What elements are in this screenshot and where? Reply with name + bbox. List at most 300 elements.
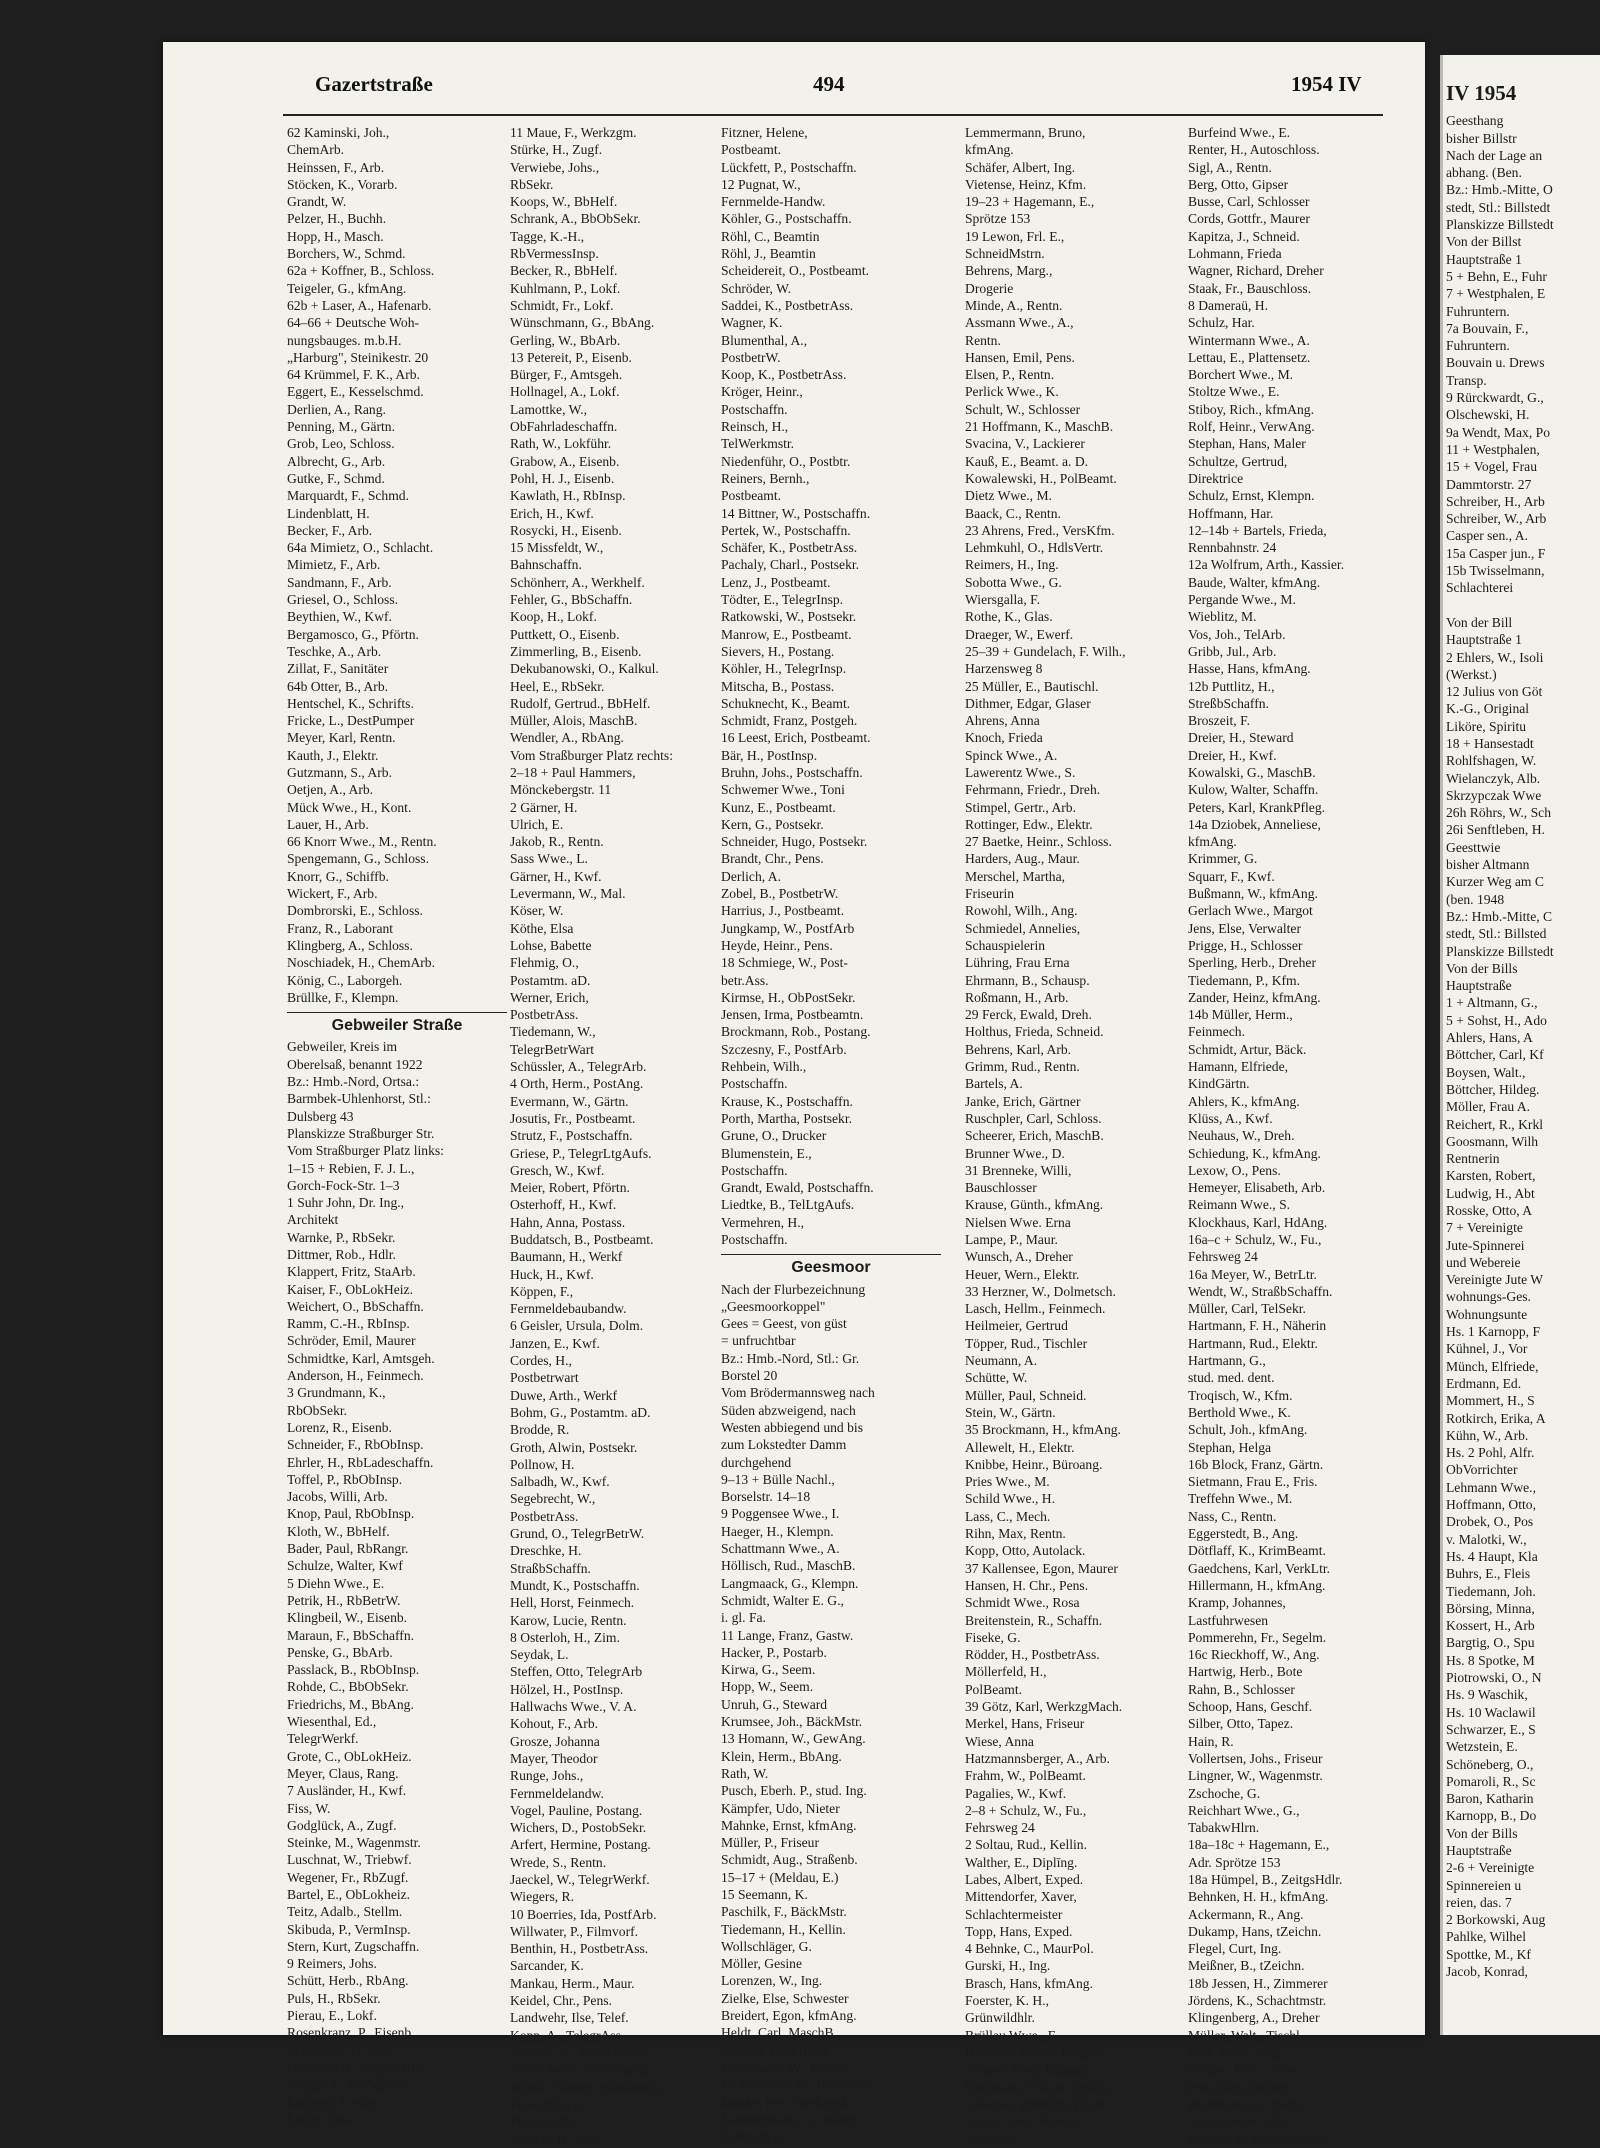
directory-entry: Lasch, Hellm., Feinmech. [965, 1301, 1106, 1317]
directory-entry: Evermann, W., Gärtn. [510, 1093, 629, 1109]
directory-entry: Hoffmann, Otto, [1446, 1497, 1536, 1513]
directory-entry: Berg, Otto, Gipser [1188, 176, 1289, 192]
directory-entry: Olschewski, H. [1446, 407, 1530, 423]
directory-entry: Burfeind Wwe., E. [1188, 125, 1291, 140]
directory-entry: 1–15 + Rebien, F. J. L., [287, 1160, 415, 1176]
directory-entry: Prigge, H., Schlosser [1188, 937, 1303, 953]
directory-entry: Kloth, W., BbHelf. [287, 1523, 390, 1539]
directory-entry: Treffehn Wwe., M. [1188, 1491, 1293, 1507]
directory-entry: Stephan, Hans, Maler [1188, 436, 1306, 452]
directory-entry: Duwe, Arth., Werkf [510, 1387, 618, 1403]
directory-entry: 37 Kallensee, Egon, Maurer [965, 1560, 1118, 1576]
directory-entry: Heyde, Heinr., Pens. [721, 937, 833, 953]
directory-entry: Hansen, H. Chr., Pens. [965, 1577, 1089, 1593]
page-495-partial [1440, 55, 1600, 2035]
directory-entry: Bürger, F., Amtsgeh. [510, 367, 623, 383]
directory-entry: 17 Andresen, G., Bauführer [721, 2077, 872, 2093]
directory-entry: Becker, F., Arb. [287, 522, 373, 538]
directory-entry: Wielanczyk, Alb. [1446, 770, 1541, 786]
directory-entry: Münch, Elfriede, [1446, 1358, 1539, 1374]
directory-entry: Fricke, L., DestPumper [287, 713, 415, 729]
directory-entry: Krause, K., Postschaffn. [721, 1093, 853, 1109]
directory-entry: K.-G., Original [1446, 701, 1530, 717]
directory-entry: 2–8 + Schulz, W., Fu., [965, 1802, 1087, 1818]
directory-entry: 64–66 + Deutsche Woh- [287, 315, 420, 331]
directory-entry: Teitz, Adalb., Stellm. [287, 1904, 403, 1920]
directory-entry: Ahlers, Hans, A [1446, 1030, 1533, 1046]
directory-column-2 [510, 124, 730, 2148]
directory-entry: Zimkeit, R., Postschaffn. [510, 2044, 646, 2060]
running-head-street: Gazertstraße [315, 72, 433, 96]
directory-entry: Wetzstein, E. [1446, 1739, 1518, 1755]
directory-entry: Hatzmannsberger, A., Arb. [965, 1750, 1110, 1766]
directory-entry: Jensen, Irma, Postbeamtn. [721, 1007, 864, 1023]
directory-entry: 2-6 + Vereinigte [1446, 1860, 1535, 1876]
directory-entry: 16b Block, Franz, Gärtn. [1188, 1456, 1324, 1472]
directory-entry: Wieblitz, M. [1188, 609, 1257, 625]
directory-entry: Fehler, G., BbSchaffn. [510, 592, 633, 608]
directory-entry: 12 Pugnat, W., [721, 176, 801, 192]
directory-entry: Spinnereien u [1446, 1877, 1522, 1893]
directory-entry: Lingner, W., Wagenmstr. [1188, 1768, 1323, 1784]
directory-entry: Hauptstraße 1 [1446, 632, 1522, 648]
directory-entry: 25 Müller, E., Bautischl. [965, 678, 1099, 694]
directory-entry: 18 Schmiege, W., Post- [721, 955, 848, 971]
directory-entry: Bruhn, Johs., Postschaffn. [721, 764, 863, 780]
directory-entry: Haeger, H., Klempn. [721, 1523, 834, 1539]
directory-entry: 1 Suhr John, Dr. Ing., [287, 1195, 405, 1211]
directory-entry: Schüssler, A., TelegrArb. [510, 1059, 647, 1075]
directory-entry: Oetjen, A., Arb. [287, 782, 374, 798]
directory-entry: Buhrs, E., Fleis [1446, 1566, 1531, 1582]
directory-entry: 7a Bouvain, F., [1446, 320, 1529, 336]
directory-entry: Hs. 8 Spotke, M [1446, 1652, 1535, 1668]
directory-entry: Kühnel, J., Vor [1446, 1341, 1528, 1357]
directory-entry: Lawerentz Wwe., S. [965, 764, 1076, 780]
directory-entry: Toffel, P., RbObInsp. [287, 1471, 403, 1487]
directory-entry: Jördens, K., Schachtmstr. [1188, 1993, 1327, 2009]
directory-entry: Postbetrwart [510, 1370, 579, 1386]
directory-entry: 9 Poggensee Wwe., I. [721, 1506, 840, 1522]
directory-entry: Gorch-Fock-Str. 1–3 [287, 1177, 400, 1193]
directory-entry: Bergamosco, G., Pförtn. [287, 626, 419, 642]
directory-entry: Fuhruntern. [1446, 303, 1510, 319]
directory-entry: Huck, H., Kwf. [510, 1266, 594, 1282]
directory-entry: Wintermann Wwe., A. [1188, 332, 1310, 348]
directory-entry: Hartmann, F. H., Näherin [1188, 1318, 1327, 1334]
directory-entry: Sobotta Wwe., G. [965, 574, 1062, 590]
directory-entry: Müller, Alois, MaschB. [510, 713, 638, 729]
directory-entry: Kurzer Weg am C [1446, 874, 1544, 890]
directory-entry: Schulz, Otto, Werks- [965, 2114, 1079, 2130]
directory-entry: 11 Maue, F., Werkzgm. [510, 125, 637, 140]
directory-entry: Hemeyer, Elisabeth, Arb. [1188, 1180, 1326, 1196]
directory-entry: Grob, Leo, Schloss. [287, 436, 395, 452]
directory-entry: Brüllke, F., Klempn. [287, 989, 399, 1005]
directory-entry: Wagner, Richard, Dreher [1188, 263, 1324, 279]
directory-entry: Wiese, Anna [965, 1733, 1034, 1749]
directory-entry: Koop, K., PostbetrAss. [721, 367, 847, 383]
directory-entry: Harrius, J., Postbeamt. [721, 903, 845, 919]
directory-entry: Hoffmann, Har. [1188, 505, 1274, 521]
directory-entry: Klüss, A., Kwf. [1188, 1110, 1273, 1126]
directory-entry: 2 Ehlers, W., Isoli [1446, 649, 1544, 665]
directory-entry: Schrank, A., BbObSekr. [510, 211, 641, 227]
directory-entry: Von der Bill [1446, 614, 1513, 630]
directory-entry: Albrecht, G., Arb. [287, 453, 386, 469]
directory-entry: Baron, Katharin [1446, 1791, 1534, 1807]
directory-entry: Sievers, H., Postang. [721, 643, 835, 659]
directory-entry: Groth, Alwin, Postsekr. [510, 1439, 638, 1455]
directory-entry: Jens, Else, Verwalter [1188, 920, 1301, 936]
directory-entry: Langner, J., Kwf. [287, 2094, 382, 2110]
directory-entry: Szczesny, F., PostfArb. [721, 1041, 847, 1057]
directory-entry: Jakob, R., Rentn. [510, 834, 604, 850]
directory-entry: Kauß, E., Beamt. a. D. [965, 453, 1089, 469]
directory-entry: Sandmann, F., Arb. [287, 574, 392, 590]
directory-entry: Broszeit, F. [1188, 713, 1250, 729]
directory-entry: Hallwachs Wwe., V. A. [510, 1699, 637, 1715]
directory-entry: 9 Reimers, Johs. [287, 1956, 377, 1972]
directory-entry: Fehrsweg 24 [1188, 1249, 1258, 1265]
directory-entry: kfmAng. [1188, 834, 1237, 850]
directory-entry: Müller, P., Friseur [721, 1835, 820, 1851]
directory-entry: Jahnke, Pet., WerkzgM. [721, 2094, 851, 2110]
directory-entry: Franz, R., Laborant [287, 920, 394, 936]
directory-entry: Schneider, Hugo, Postsekr. [721, 834, 868, 850]
directory-entry: Pergande Wwe., M. [1188, 592, 1296, 608]
directory-entry: Stiboy, Rich., kfmAng. [1188, 401, 1314, 417]
directory-entry: Buddatsch, B., Postbeamt. [510, 1232, 654, 1247]
directory-entry: PostbetrAss. [510, 1508, 579, 1524]
directory-entry: Strutz, F., Postschaffn. [510, 1128, 633, 1144]
directory-entry: kfmAng. [965, 142, 1014, 158]
directory-entry: Transp. [1446, 372, 1487, 388]
directory-entry: Knoch, Frieda [965, 730, 1043, 746]
directory-entry: bisher Altmann [1446, 857, 1530, 873]
directory-entry: Topp, Hans, Exped. [965, 1923, 1073, 1939]
directory-entry: Busse, Carl, Schlosser [1188, 194, 1310, 210]
directory-entry: Barmbek-Uhlenhorst, Stl.: [287, 1091, 431, 1107]
directory-entry: Jaeckel, W., TelegrWerkf. [510, 1871, 650, 1887]
directory-entry: Arfert, Hermine, Postang. [510, 1837, 651, 1853]
directory-entry: Hentschel, K., Schrifts. [287, 695, 414, 711]
directory-entry: Borselstr. 14–18 [721, 1489, 811, 1505]
directory-entry: Bz.: Hmb.-Nord, Stl.: Gr. [721, 1350, 860, 1366]
directory-entry: Bußmann, W., kfmAng. [1188, 886, 1318, 902]
directory-entry: Grosze, Johanna [510, 1733, 600, 1749]
directory-entry: reien, das. 7 [1446, 1894, 1512, 1910]
directory-entry: Fernmeldebaubandw. [510, 1301, 627, 1317]
directory-entry: Pahlke, Wilhel [1446, 1929, 1526, 1945]
directory-entry: stedt, Stl.: Billsted [1446, 926, 1547, 942]
directory-entry: Blumenthal, A., [721, 332, 808, 348]
directory-entry: Schäfer, K., PostbetrAss. [721, 540, 858, 556]
directory-entry: stedt, Stl.: Billstedt [1446, 199, 1551, 215]
directory-entry: Casper sen., A. [1446, 528, 1528, 544]
directory-entry: Behrens, Karl, Arb. [965, 1041, 1072, 1057]
directory-entry: Cords, Gottfr., Maurer [1188, 211, 1310, 227]
directory-entry: Ehrmann, B., Schausp. [965, 972, 1090, 988]
directory-entry: Bienert, B., Ang. [510, 2131, 603, 2147]
directory-entry: Gurski, H., Ing. [965, 1958, 1051, 1974]
directory-entry: Rosske, Otto, A [1446, 1203, 1533, 1218]
directory-entry: Keidel, Chr., Pens. [510, 1993, 612, 2009]
directory-entry: Hillermann, H., kfmAng. [1188, 1577, 1326, 1593]
directory-entry: Rosycki, H., Eisenb. [510, 522, 622, 538]
directory-entry: Postbeamt. [721, 488, 782, 504]
directory-entry: „Harburg", Steinikestr. 20 [287, 349, 429, 365]
directory-entry: Griesel, O., Schloss. [287, 592, 399, 608]
directory-entry: 10 Boerries, Ida, PostfArb. [510, 1906, 657, 1922]
directory-entry: Hollnagel, A., Lokf. [510, 384, 620, 400]
directory-entry: Kowalewski, H., PolBeamt. [965, 470, 1117, 486]
directory-entry: Ulrich, E. [510, 816, 564, 832]
directory-entry: Wunsch, A., Dreher [965, 1249, 1073, 1265]
directory-entry: 8 Dameraü, H. [1188, 297, 1269, 313]
directory-entry: Rosenkranz, P., Eisenb. [287, 2025, 415, 2041]
directory-entry: Jacob, Konrad, [1446, 1964, 1528, 1980]
directory-entry: Schuknecht, K., Beamt. [721, 695, 851, 711]
directory-entry: 2 Gärner, H. [510, 799, 578, 815]
directory-entry: Möller, Frau A. [1446, 1099, 1531, 1115]
directory-entry: Stern, Kurt, Zugschaffn. [287, 1938, 420, 1954]
directory-entry: Tiedemann, P., Kfm. [1188, 972, 1301, 988]
directory-entry: Postschaffn. [510, 2114, 577, 2130]
directory-entry: 14 Bittner, W., Postschaffn. [721, 505, 871, 521]
running-head-year: 1954 IV [1291, 72, 1362, 96]
directory-entry: Klingberg, A., Schloss. [287, 937, 413, 953]
directory-entry: 18a Hümpel, B., ZeitgsHdlr. [1188, 1871, 1343, 1887]
directory-entry: Lehmkuhl, O., HdlsVertr. [965, 540, 1104, 556]
directory-entry: Knop, Paul, RbObInsp. [287, 1506, 415, 1522]
directory-entry: Stimpel, Gertr., Arb. [965, 799, 1077, 815]
directory-entry: 66 Knorr Wwe., M., Rentn. [287, 834, 437, 850]
directory-entry: Grunert, Frau Herta [721, 2042, 829, 2058]
directory-entry: Fehrsweg 24 [965, 1820, 1035, 1836]
directory-entry: 9–13 + Bülle Nachl., [721, 1471, 835, 1487]
directory-entry: Hain, R. [1188, 1733, 1234, 1749]
directory-entry: Borchers, W., Schmd. [287, 246, 406, 262]
directory-entry: Tagge, K.-H., [510, 228, 585, 244]
directory-entry: Planskizze Billstedt [1446, 217, 1554, 233]
directory-entry: ChemArb. [287, 142, 345, 158]
directory-entry: Bartel, E., ObLokheiz. [287, 1886, 411, 1902]
directory-entry: Pertek, W., Postschaffn. [721, 522, 851, 538]
directory-entry: Ruschpler, Carl, Schloss. [965, 1110, 1102, 1126]
directory-entry: Drobek, O., Pos [1446, 1514, 1534, 1530]
directory-entry: Jacobs, Willi, Arb. [287, 1489, 388, 1505]
directory-entry: Pagalies, W., Kwf. [965, 1785, 1067, 1801]
directory-entry: 9a Wendt, Max, Po [1446, 424, 1550, 440]
directory-entry: 15–17 + (Meldau, E.) [721, 1869, 839, 1885]
directory-entry: Geesthang [1446, 113, 1504, 129]
directory-entry: Tiedemann, W., [510, 1024, 596, 1040]
directory-entry: Passlack, B., RbObInsp. [287, 1662, 420, 1678]
directory-entry: Kramp, Johannes, [1188, 1595, 1286, 1611]
directory-entry: Schütt, Herb., RbAng. [287, 1973, 409, 1989]
page-fold [1440, 55, 1443, 2035]
directory-entry: Manrow, E., Postbeamt. [721, 626, 852, 642]
directory-entry: Bz.: Hmb.-Mitte, C [1446, 908, 1553, 924]
directory-entry: Staak, Fr., Bauschloss. [1188, 280, 1312, 296]
directory-entry: Lamottke, W., [510, 401, 588, 417]
directory-entry: Godglück, A., Zugf. [287, 1817, 397, 1833]
directory-entry: Drogerie [965, 280, 1014, 296]
directory-entry: Perlick Wwe., K. [965, 384, 1059, 400]
directory-entry: Nass, C., Rentn. [1188, 1508, 1277, 1524]
directory-entry: 18a–18c + Hagemann, E., [1188, 1837, 1330, 1853]
directory-entry: Heilmeier, Gertrud [965, 1318, 1068, 1334]
directory-entry: Rothe, K., Glas. [965, 609, 1053, 625]
directory-entry: Grünwildhlr. [965, 2010, 1035, 2026]
directory-entry: Eggert, E., Kesselschmd. [287, 384, 424, 400]
directory-entry: Janzen, E., Kwf. [510, 1335, 600, 1351]
directory-entry: Grimm, Rud., Rentn. [965, 1059, 1080, 1075]
directory-entry: Bouvain u. Drews [1446, 355, 1545, 371]
directory-entry: Unruh, G., Steward [721, 1696, 828, 1712]
directory-entry: Vietense, Heinz, Kfm. [965, 176, 1087, 192]
directory-entry: Griese, P., TelegrLtgAufs. [510, 1145, 652, 1161]
directory-entry: Weichert, O., BbSchaffn. [287, 1298, 424, 1314]
directory-entry: 5 + Sohst, H., Ado [1446, 1012, 1547, 1028]
directory-entry: Troqisch, W., Kfm. [1188, 1387, 1293, 1403]
directory-entry: Reimann Wwe., S. [1188, 1197, 1291, 1213]
directory-entry: Teschke, A., Arb. [287, 643, 382, 659]
directory-entry: Rudolf, Gertrud., BbHelf. [510, 695, 651, 711]
directory-entry: v. Malotki, W., [1446, 1531, 1527, 1547]
directory-entry: Wickert, F., Arb. [287, 886, 378, 902]
directory-entry: Foerster, K. H., [965, 1993, 1050, 2009]
directory-entry: Gerling, W., BbArb. [510, 332, 621, 348]
directory-entry: Hoffmann, Frau B., Putzfr. [965, 2079, 1111, 2095]
directory-entry: ObFahrladeschaffn. [510, 419, 618, 435]
directory-entry: Puttkett, O., Eisenb. [510, 626, 620, 642]
directory-entry: Benthin, H., PostbetrAss. [510, 1941, 649, 1957]
directory-entry: Schönherr, A., Werkhelf. [510, 574, 645, 590]
directory-entry: Lenz, J., Postbeamt. [721, 574, 831, 590]
directory-entry: Seydak, L. [510, 1647, 569, 1663]
directory-entry: Vermehren, H., [721, 1214, 805, 1230]
directory-entry: Reinsch, H., [721, 419, 789, 435]
directory-entry: Maraun, F., BbSchaffn. [287, 1627, 415, 1643]
directory-entry: Meier, Willi, Postschaffn. [510, 2062, 650, 2078]
directory-entry: Fernmelde-Handw. [721, 194, 826, 210]
directory-entry: Köhler, G., Postschaffn. [721, 211, 852, 227]
directory-entry: Lemmermann, Bruno, [965, 125, 1086, 140]
directory-entry: Werner, Erich, [510, 989, 589, 1005]
directory-entry: Merschel, Martha, [965, 868, 1066, 884]
directory-entry: 7 Ausländer, H., Kwf. [287, 1783, 407, 1799]
directory-entry: Schild Wwe., H. [965, 1491, 1055, 1507]
directory-entry: Schneider, F., RbObInsp. [287, 1437, 424, 1453]
directory-entry: Prüs, Kurt, Dreher [1188, 2079, 1289, 2095]
directory-entry: 15 + Vogel, Frau [1446, 459, 1537, 475]
directory-entry: Spengemann, G., Schloss. [287, 851, 429, 867]
directory-entry: Meyer, Claus, Rang. [287, 1765, 399, 1781]
directory-entry: Schmidt, Walter E. G., [721, 1592, 844, 1608]
directory-entry: Mönckebergstr. 11 [510, 782, 612, 798]
directory-entry: Hs. 10 Waclawil [1446, 1704, 1536, 1720]
directory-entry: TelegrWerkf. [287, 1731, 359, 1747]
directory-entry: Mimietz, F., Arb. [287, 557, 381, 573]
directory-entry: Rihn, Max, Rentn. [965, 1526, 1066, 1542]
directory-entry: Mück Wwe., H., Kont. [287, 799, 412, 815]
directory-entry: Hahn, Anna, Postass. [510, 1214, 626, 1230]
directory-entry: Vick, Erich, Ang. [1188, 2044, 1283, 2060]
directory-entry: Penning, M., Gärtn. [287, 419, 395, 435]
directory-entry: Köser, W. [510, 903, 564, 919]
directory-entry: 13 Homann, W., GewAng. [721, 1731, 866, 1747]
directory-entry: Jute-Spinnerei [1446, 1237, 1525, 1253]
directory-entry: Labes, Albert, Exped. [965, 1871, 1084, 1887]
directory-entry: Westen abbiegend und bis [721, 1419, 863, 1435]
directory-entry: PostbetrW. [721, 349, 781, 365]
directory-entry: Koop, H., Lokf. [510, 609, 597, 625]
directory-entry: Hölzel, H., PostInsp. [510, 1681, 624, 1697]
directory-entry: Von der Billst [1446, 234, 1522, 250]
directory-entry: Ratkowski, W., Postsekr. [721, 609, 857, 625]
directory-entry: Rohde, C., BbObSekr. [287, 1679, 409, 1695]
directory-entry: Kawlath, H., RbInsp. [510, 488, 626, 504]
directory-entry: Niedenführ, O., Postbtr. [721, 453, 851, 469]
directory-entry: 15 Seemann, K. [721, 1886, 808, 1902]
directory-entry: Schulz, Har. [1188, 315, 1255, 331]
directory-entry: Sietmann, Frau E., Fris. [1188, 1474, 1318, 1490]
directory-entry: Scheel Wwe., Chr. [1188, 2114, 1290, 2130]
directory-entry: „Geesmoorkoppel" [721, 1298, 826, 1314]
directory-entry: Zobel, B., PostbetrW. [721, 886, 839, 902]
directory-entry: Gebweiler, Kreis im [287, 1039, 398, 1055]
directory-entry: Boysen, Walt., [1446, 1064, 1526, 1080]
directory-entry: 15b Twisselmann, [1446, 563, 1545, 579]
directory-entry: Langmaack, G., Klempn. [721, 1575, 859, 1591]
directory-entry: Meier, Robert, Pförtn. [510, 1180, 630, 1196]
directory-entry: Silber, Otto, Tapez. [1188, 1716, 1294, 1732]
directory-entry: Kröger, Heinr., [721, 384, 803, 400]
directory-entry: Wegener, Fr., RbZugf. [287, 1869, 409, 1885]
directory-entry: PostbetrAss. [510, 1007, 579, 1023]
directory-entry: 12a Wolfrum, Arth., Kassier. [1188, 557, 1345, 573]
directory-entry: Rottinger, Edw., Elektr. [965, 816, 1093, 832]
directory-entry: Heldt, Carl, MaschB. [721, 2025, 837, 2041]
directory-entry: Meinhardt, Franz, Bäcker [1188, 2131, 1328, 2147]
directory-entry: Friseurin [965, 886, 1015, 902]
directory-entry: Klingbeil, W., Eisenb. [287, 1610, 408, 1626]
directory-entry: Behnken, H. H., kfmAng. [1188, 1889, 1329, 1905]
directory-entry: Schmidtke, Karl, Amtsgeh. [287, 1350, 435, 1366]
directory-entry: Skrzypczak Wwe [1446, 787, 1542, 803]
directory-entry: Vom Brödermannsweg nach [721, 1385, 875, 1401]
directory-entry: Pierau, E., Lokf. [287, 2008, 377, 2024]
directory-entry: Osterhoff, H., Kwf. [510, 1197, 617, 1213]
street-heading: Geesmoor [721, 1254, 941, 1276]
directory-entry: Nielsen Wwe. Erna [965, 1214, 1071, 1230]
directory-entry: Friedrichs, M., BbAng. [287, 1696, 414, 1712]
directory-entry: 62 Kaminski, Joh., [287, 125, 390, 140]
directory-entry: Svacina, V., Lackierer [965, 436, 1085, 452]
directory-entry: Brüllau Wwe., F. [965, 2027, 1058, 2043]
directory-entry: Schlachtermeister [965, 1906, 1063, 1922]
directory-entry: Porth, Martha, Postsekr. [721, 1110, 853, 1126]
directory-entry: Kulow, Walter, Schaffn. [1188, 782, 1319, 798]
directory-entry: Pechmann, H., Dreh. [1188, 2096, 1303, 2112]
directory-entry: stud. med. dent. [1188, 1370, 1275, 1386]
directory-entry: Brodde, R. [510, 1422, 570, 1438]
directory-entry: Baude, Walter, kfmAng. [1188, 574, 1321, 590]
directory-entry: wohnungs-Ges. [1446, 1289, 1531, 1305]
directory-entry: Koops, W., BbHelf. [510, 194, 618, 210]
